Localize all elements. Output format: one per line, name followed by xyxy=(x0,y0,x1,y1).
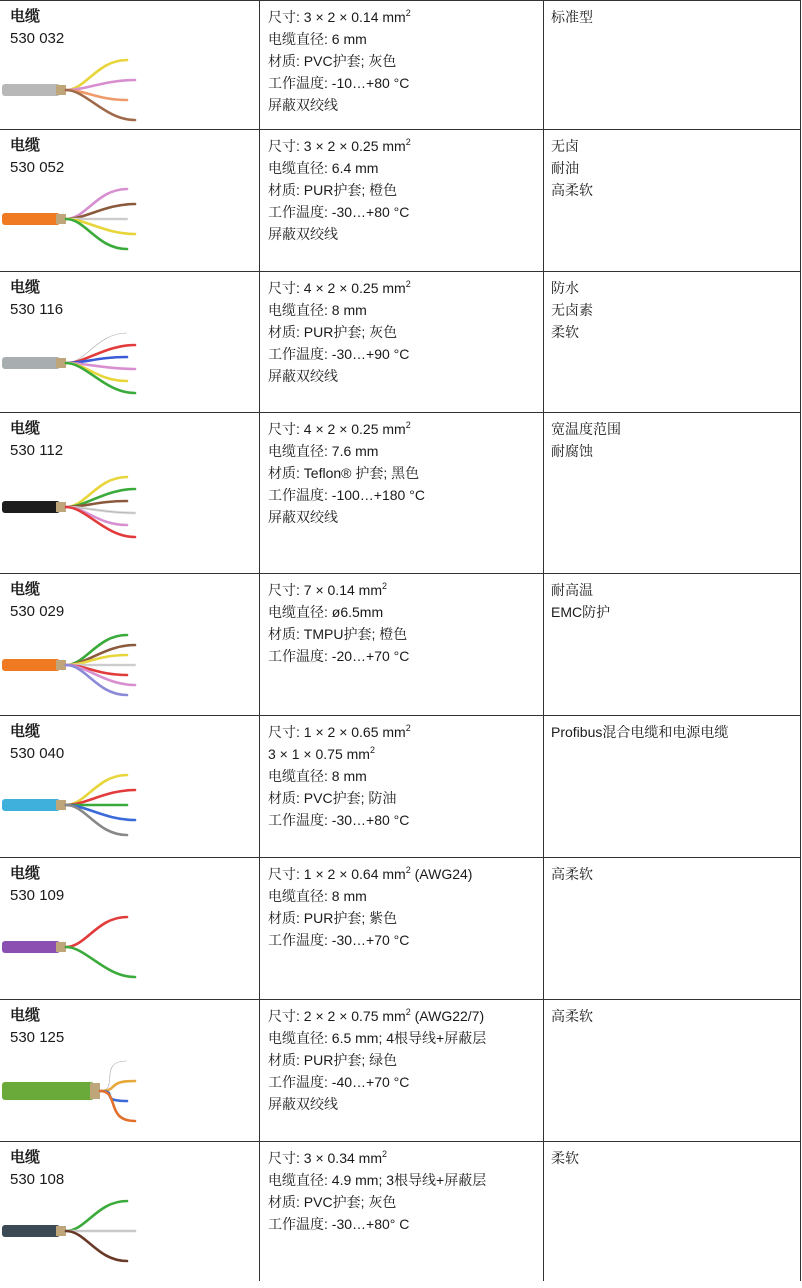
spec-line: 尺寸: 2 × 2 × 0.75 $mm^2$ (AWG22/7) xyxy=(268,1007,485,1024)
cable-row xyxy=(0,1141,802,1281)
cable-photo xyxy=(2,467,162,547)
cable-name-cell xyxy=(10,418,250,462)
cable-shield xyxy=(56,85,66,95)
cable-wire xyxy=(66,917,127,947)
cable-row xyxy=(0,573,802,715)
cable-features-cell xyxy=(551,721,796,743)
cable-photo xyxy=(2,907,162,987)
spec-line: 工作温度: -40…+70 °C xyxy=(268,1074,410,1090)
spec-line: 材质: PVC护套; 防油 xyxy=(268,790,397,806)
cable-label: 电缆 xyxy=(10,420,41,437)
cable-shield xyxy=(56,660,66,670)
cable-features-cell xyxy=(551,863,796,885)
cable-specs-cell xyxy=(268,1005,538,1115)
cable-photo xyxy=(2,1191,162,1271)
cable-wire xyxy=(100,1091,135,1121)
cable-jacket xyxy=(2,1225,60,1237)
cable-wire xyxy=(66,665,127,695)
spec-line: 工作温度: -30…+70 °C xyxy=(268,932,410,948)
cable-specs-cell xyxy=(268,721,538,831)
cable-part-number: 530 029 xyxy=(10,603,65,620)
spec-line: 材质: Teflon® 护套; 黑色 xyxy=(268,465,420,481)
cable-row xyxy=(0,412,802,573)
cable-features-cell xyxy=(551,1147,796,1169)
cable-features-cell xyxy=(551,1005,796,1027)
cable-specs-cell xyxy=(268,135,538,245)
cable-part-number: 530 116 xyxy=(10,301,64,318)
spec-line: 电缆直径: 6.5 mm; 4根导线+屏蔽层 xyxy=(268,1030,487,1046)
cable-photo xyxy=(2,179,162,259)
cable-features-cell xyxy=(551,6,796,28)
cable-label: 电缆 xyxy=(10,1007,41,1024)
spec-line: 尺寸: 1 × 2 × 0.64 $mm^2$ (AWG24) xyxy=(268,865,473,882)
spec-line: 电缆直径: ø6.5mm xyxy=(268,604,384,620)
feature-line: 无卤素 xyxy=(551,302,593,318)
green-ethernet-cable-icon xyxy=(2,1051,162,1131)
feature-line: 耐腐蚀 xyxy=(551,443,593,459)
spec-line: 工作温度: -30…+80 °C xyxy=(268,812,410,828)
cable-part-number: 530 112 xyxy=(10,442,64,459)
spec-line: 尺寸: 4 × 2 × 0.25 $mm^2$ xyxy=(268,279,411,296)
cable-name-cell xyxy=(10,6,250,50)
spec-line: 工作温度: -10…+80 °C xyxy=(268,75,410,91)
cable-wire xyxy=(66,635,127,665)
feature-line: 柔软 xyxy=(551,324,579,340)
spec-line: 屏蔽双绞线 xyxy=(268,368,338,384)
cable-wire xyxy=(66,775,127,805)
black-teflon-cable-icon xyxy=(2,467,162,547)
cable-row xyxy=(0,271,802,412)
cable-jacket xyxy=(2,1082,94,1100)
spec-line: 材质: PUR护套; 橙色 xyxy=(268,182,398,198)
cable-jacket xyxy=(2,501,60,513)
spec-line: 工作温度: -20…+70 °C xyxy=(268,648,410,664)
gray-shielded-cable-icon xyxy=(2,50,162,130)
cable-wire xyxy=(66,1201,127,1231)
cable-jacket xyxy=(2,213,60,225)
cable-label: 电缆 xyxy=(10,137,41,154)
feature-line: 高柔软 xyxy=(551,1008,593,1024)
cable-wire xyxy=(66,219,127,249)
cable-name-cell xyxy=(10,863,250,907)
cable-row xyxy=(0,715,802,857)
cable-name-cell xyxy=(10,135,250,179)
spec-line: 电缆直径: 6 mm xyxy=(268,31,367,47)
blue-hybrid-cable-icon xyxy=(2,765,162,845)
spec-line: 工作温度: -30…+80 °C xyxy=(268,204,410,220)
spec-line: 电缆直径: 8 mm xyxy=(268,888,367,904)
cable-specs-cell xyxy=(268,6,538,116)
dark-gray-3core-cable-icon xyxy=(2,1191,162,1271)
spec-line: 材质: PVC护套; 灰色 xyxy=(268,1194,397,1210)
orange-shielded-cable-icon xyxy=(2,179,162,259)
spec-line: 材质: PUR护套; 绿色 xyxy=(268,1052,398,1068)
cable-wire xyxy=(66,489,135,507)
feature-line: 防水 xyxy=(551,280,579,296)
cable-name-cell xyxy=(10,1005,250,1049)
cable-wire xyxy=(66,204,135,219)
cable-specs-cell xyxy=(268,1147,538,1235)
spec-line: 材质: PVC护套; 灰色 xyxy=(268,53,397,69)
cable-specs-cell xyxy=(268,579,538,667)
spec-line: 屏蔽双绞线 xyxy=(268,226,338,242)
cable-row xyxy=(0,999,802,1141)
cable-name-cell xyxy=(10,721,250,765)
cable-jacket xyxy=(2,659,60,671)
cable-shield xyxy=(90,1083,100,1099)
spec-line: 材质: TMPU护套; 橙色 xyxy=(268,626,408,642)
cable-jacket xyxy=(2,84,60,96)
spec-line: 电缆直径: 4.9 mm; 3根导线+屏蔽层 xyxy=(268,1172,487,1188)
feature-line: 高柔软 xyxy=(551,182,593,198)
cable-part-number: 530 125 xyxy=(10,1029,65,1046)
violet-profibus-cable-icon xyxy=(2,907,162,987)
spec-line: 工作温度: -30…+90 °C xyxy=(268,346,410,362)
cable-name-cell xyxy=(10,1147,250,1191)
cable-label: 电缆 xyxy=(10,8,41,25)
spec-line: 屏蔽双绞线 xyxy=(268,509,338,525)
cable-wire xyxy=(66,345,135,363)
cable-shield xyxy=(56,800,66,810)
cable-wire xyxy=(100,1081,135,1091)
cable-shield xyxy=(56,214,66,224)
cable-shield xyxy=(56,1226,66,1236)
cable-wire xyxy=(66,90,135,120)
cable-wire xyxy=(66,790,135,805)
feature-line: 高柔软 xyxy=(551,866,593,882)
cable-shield xyxy=(56,358,66,368)
cable-label: 电缆 xyxy=(10,1149,41,1166)
cable-row xyxy=(0,857,802,999)
spec-line: 屏蔽双绞线 xyxy=(268,1096,338,1112)
feature-line: 宽温度范围 xyxy=(551,421,621,437)
cable-specs-cell xyxy=(268,863,538,951)
spec-line: 电缆直径: 6.4 mm xyxy=(268,160,379,176)
cable-name-cell xyxy=(10,579,250,623)
cable-part-number: 530 052 xyxy=(10,159,65,176)
spec-line: 材质: PUR护套; 紫色 xyxy=(268,910,398,926)
feature-line: Profibus混合电缆和电源电缆 xyxy=(551,724,729,740)
cable-photo xyxy=(2,625,162,705)
feature-line: 无卤 xyxy=(551,138,579,154)
spec-line: 工作温度: -100…+180 °C xyxy=(268,487,425,503)
cable-row xyxy=(0,129,802,271)
cable-specs-cell xyxy=(268,418,538,528)
cable-label: 电缆 xyxy=(10,581,41,598)
spec-line: 尺寸: 3 × 2 × 0.25 $mm^2$ xyxy=(268,137,411,154)
spec-line: 电缆直径: 8 mm xyxy=(268,302,367,318)
cable-part-number: 530 108 xyxy=(10,1171,65,1188)
spec-line: 电缆直径: 7.6 mm xyxy=(268,443,379,459)
cable-shield xyxy=(56,942,66,952)
orange-7core-cable-icon xyxy=(2,625,162,705)
cable-specs-cell xyxy=(268,277,538,387)
feature-line: 耐高温 xyxy=(551,582,593,598)
spec-line: 尺寸: 7 × 0.14 $mm^2$ xyxy=(268,581,387,598)
cable-photo xyxy=(2,50,162,130)
cable-jacket xyxy=(2,941,60,953)
cable-jacket xyxy=(2,357,60,369)
cable-photo xyxy=(2,1051,162,1131)
cable-features-cell xyxy=(551,418,796,462)
cable-photo xyxy=(2,323,162,403)
spec-line: 电缆直径: 8 mm xyxy=(268,768,367,784)
cable-part-number: 530 032 xyxy=(10,30,65,47)
cable-name-cell xyxy=(10,277,250,321)
cable-label: 电缆 xyxy=(10,865,41,882)
feature-line: 柔软 xyxy=(551,1150,579,1166)
cable-label: 电缆 xyxy=(10,279,41,296)
spec-line: 工作温度: -30…+80° C xyxy=(268,1216,410,1232)
spec-line: 尺寸: 1 × 2 × 0.65 $mm^2$ xyxy=(268,723,411,740)
cable-wire xyxy=(66,947,135,977)
cable-row xyxy=(0,0,802,129)
cable-wire xyxy=(66,189,127,219)
cable-part-number: 530 040 xyxy=(10,745,65,762)
cable-features-cell xyxy=(551,277,796,343)
cable-wire xyxy=(66,805,127,835)
cable-shield xyxy=(56,502,66,512)
spec-line: 屏蔽双绞线 xyxy=(268,97,338,113)
cable-label: 电缆 xyxy=(10,723,41,740)
cable-wire xyxy=(66,80,135,90)
cable-features-cell xyxy=(551,135,796,201)
spec-line: 尺寸: 3 × 0.34 $mm^2$ xyxy=(268,1149,387,1166)
cable-wire xyxy=(66,1231,127,1261)
gray-multicore-cable-icon xyxy=(2,323,162,403)
spec-line: 3 × 1 × 0.75 $mm^2$ xyxy=(268,745,375,762)
feature-line: 耐油 xyxy=(551,160,579,176)
spec-line: 尺寸: 3 × 2 × 0.14 $mm^2$ xyxy=(268,8,411,25)
spec-line: 尺寸: 4 × 2 × 0.25 $mm^2$ xyxy=(268,420,411,437)
spec-line: 材质: PUR护套; 灰色 xyxy=(268,324,398,340)
cable-photo xyxy=(2,765,162,845)
feature-line: EMC防护 xyxy=(551,604,611,620)
cable-features-cell xyxy=(551,579,796,623)
feature-line: 标准型 xyxy=(551,9,593,25)
cable-jacket xyxy=(2,799,60,811)
cable-part-number: 530 109 xyxy=(10,887,65,904)
